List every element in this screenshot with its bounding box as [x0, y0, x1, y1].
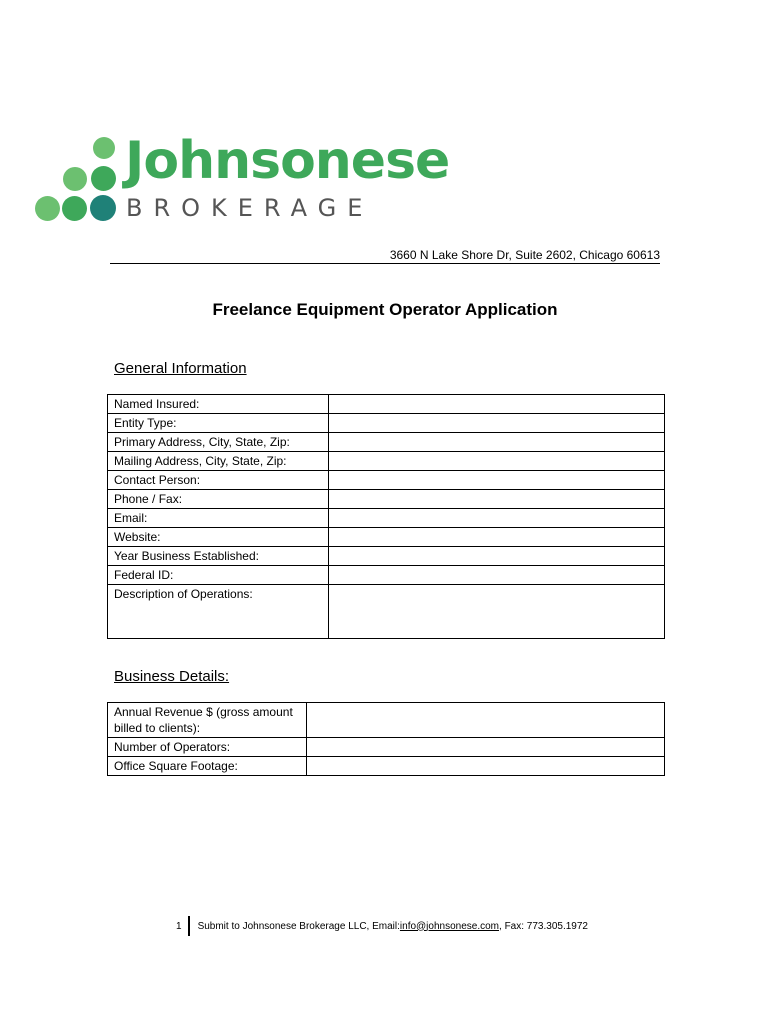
footer-email-link[interactable]: info@johnsonese.com	[399, 920, 500, 932]
logo-dot-icon	[63, 167, 87, 191]
entity-type-field[interactable]	[329, 414, 665, 433]
field-label: Named Insured:	[108, 395, 329, 414]
footer-divider	[188, 916, 190, 936]
table-row	[108, 414, 665, 433]
operators-field[interactable]	[307, 738, 665, 757]
field-label: Contact Person:	[108, 471, 329, 490]
table-row	[108, 509, 665, 528]
named-insured-field[interactable]	[329, 395, 665, 414]
website-field[interactable]	[329, 528, 665, 547]
table-row	[108, 757, 665, 776]
mailing-address-field[interactable]	[329, 452, 665, 471]
table-row	[108, 433, 665, 452]
year-established-field[interactable]	[329, 547, 665, 566]
annual-revenue-field[interactable]	[307, 703, 665, 738]
table-row	[108, 452, 665, 471]
email-field[interactable]	[329, 509, 665, 528]
logo-dot-icon	[93, 137, 115, 159]
footer-text: Submit to Johnsonese Brokerage LLC, Email:	[197, 920, 400, 932]
field-label: Mailing Address, City, State, Zip:	[108, 452, 329, 471]
field-label: Federal ID:	[108, 566, 329, 585]
general-info-heading: General Information	[114, 360, 247, 377]
table-row	[108, 703, 665, 738]
table-row	[108, 395, 665, 414]
table-row	[108, 738, 665, 757]
field-label: Phone / Fax:	[108, 490, 329, 509]
field-label: Description of Operations:	[108, 585, 329, 639]
table-row	[108, 585, 665, 639]
field-label: Website:	[108, 528, 329, 547]
logo-dot-icon	[91, 166, 116, 191]
field-label: Entity Type:	[108, 414, 329, 433]
page-title: Freelance Equipment Operator Application	[212, 300, 558, 319]
page-number: 1	[176, 920, 182, 932]
field-label: Office Square Footage:	[108, 757, 307, 776]
phone-fax-field[interactable]	[329, 490, 665, 509]
logo-dot-icon	[62, 196, 87, 221]
square-footage-field[interactable]	[307, 757, 665, 776]
table-row	[108, 528, 665, 547]
logo-sub-text: BROKERAGE	[126, 194, 374, 222]
description-field[interactable]	[329, 585, 665, 639]
logo-dot-icon	[35, 196, 60, 221]
page-footer	[176, 916, 588, 936]
contact-person-field[interactable]	[329, 471, 665, 490]
company-logo	[30, 130, 450, 230]
business-details-table	[107, 702, 665, 776]
logo-brand-text: Johnsonese	[125, 131, 450, 191]
field-label: Email:	[108, 509, 329, 528]
business-details-heading: Business Details:	[114, 668, 230, 685]
table-row	[108, 566, 665, 585]
field-label: Primary Address, City, State, Zip:	[108, 433, 329, 452]
company-address: 3660 N Lake Shore Dr, Suite 2602, Chicago 60613	[110, 248, 660, 264]
primary-address-field[interactable]	[329, 433, 665, 452]
table-row	[108, 490, 665, 509]
footer-fax: , Fax: 773.305.1972	[499, 920, 588, 932]
general-info-table	[107, 394, 665, 639]
federal-id-field[interactable]	[329, 566, 665, 585]
table-row	[108, 547, 665, 566]
field-label: Year Business Established:	[108, 547, 329, 566]
table-row	[108, 471, 665, 490]
logo-dot-icon	[90, 195, 116, 221]
field-label: Number of Operators:	[108, 738, 307, 757]
field-label: Annual Revenue $ (gross amount billed to clients):	[108, 703, 307, 738]
